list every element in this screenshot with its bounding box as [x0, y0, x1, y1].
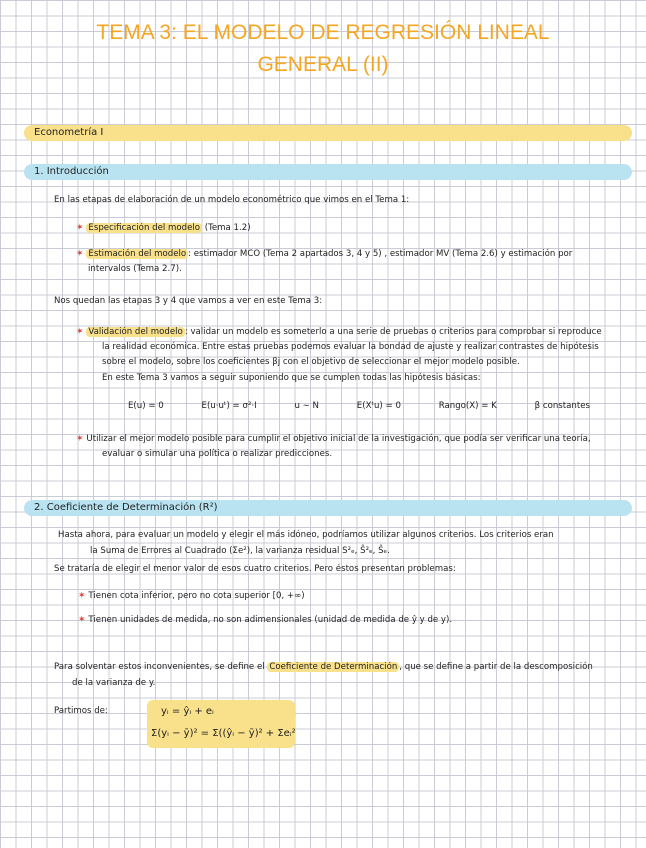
- item-especificacion-ref: (Tema 1.2): [204, 223, 251, 233]
- section2-heading: 2. Coeficiente de Determinación (R²): [34, 502, 218, 513]
- item-validacion: [76, 326, 602, 339]
- page-title-line2: GENERAL (II): [257, 53, 389, 76]
- star-bullet-icon: ✶: [78, 591, 89, 601]
- equation-box: [147, 700, 295, 748]
- equation-2: Σ(yᵢ − ȳ)² = Σ((ŷᵢ − ȳ)² + Σeᵢ²: [151, 728, 296, 739]
- star-bullet-icon: ✶: [76, 223, 87, 233]
- problem-2: [78, 614, 452, 627]
- course-name: Econometría I: [34, 127, 104, 138]
- item-validacion-line2: la realidad económica. Entre estas pruebas podemos evaluar la bondad de ajuste y realizar contrastes de hipótesis: [102, 342, 599, 352]
- item-especificacion-label: Especificación del modelo: [88, 223, 200, 233]
- p3-text-b: , que se define a partir de la descomposición: [399, 662, 593, 672]
- equation-1: yᵢ = ŷᵢ + eᵢ: [161, 706, 214, 717]
- course-band: [24, 125, 632, 141]
- hypothesis: E(Xᵗu) = 0: [356, 401, 401, 411]
- section2-p1-line1: Hasta ahora, para evaluar un modelo y elegir el más idóneo, podríamos utilizar algunos criterios. Los criterios eran: [58, 530, 554, 540]
- hypotheses-row: [128, 400, 590, 413]
- item-validacion-text: : validar un modelo es someterlo a una serie de pruebas o criterios para comprobar si reproduce: [184, 327, 602, 337]
- problem-2-text: Tienen unidades de medida, no son adimensionales (unidad de medida de ŷ y de y).: [88, 615, 453, 625]
- star-bullet-icon: ✶: [76, 249, 87, 259]
- hypothesis: Rango(X) = K: [438, 401, 497, 411]
- problem-1: [78, 590, 305, 603]
- section2-p3-line1: [54, 661, 593, 674]
- item-validacion-line4: En este Tema 3 vamos a seguir suponiendo que se cumplen todas las hipótesis básicas:: [102, 373, 481, 383]
- item-utilizar: [76, 433, 591, 446]
- star-bullet-icon: ✶: [76, 327, 87, 337]
- item-validacion-line3: sobre el modelo, sobre los coeficientes βj con el objetivo de seleccionar el mejor modelo posible.: [102, 357, 520, 367]
- section2-p2: Se trataría de elegir el menor valor de esos cuatro criterios. Pero éstos presentan problemas:: [54, 564, 456, 574]
- section2-band: [24, 500, 632, 516]
- item-estimacion-text: : estimador MCO (Tema 2 apartados 3, 4 y 5) , estimador MV (Tema 2.6) y estimación por: [188, 249, 573, 259]
- section1-intro: En las etapas de elaboración de un modelo econométrico que vimos en el Tema 1:: [54, 195, 410, 205]
- hypothesis: u ∼ N: [294, 401, 319, 411]
- item-utilizar-line2: evaluar o simular una política o realizar predicciones.: [102, 449, 333, 459]
- item-estimacion: [76, 248, 572, 261]
- section2-p1-line2: la Suma de Errores al Cuadrado (Σe²), la varianza residual S²ₑ, Ŝ²ₑ, Ŝₑ.: [90, 546, 390, 556]
- item-estimacion-line2: intervalos (Tema 2.7).: [88, 264, 182, 274]
- item-estimacion-label: Estimación del modelo: [88, 249, 187, 259]
- section1-remaining: Nos quedan las etapas 3 y 4 que vamos a ver en este Tema 3:: [54, 296, 323, 306]
- item-especificacion: [76, 222, 251, 235]
- star-bullet-icon: ✶: [76, 434, 87, 444]
- problem-1-text: Tienen cota inferior, pero no cota superior [0, +∞): [88, 591, 305, 601]
- p3-text-a: Para solventar estos inconvenientes, se define el: [54, 662, 265, 672]
- section1-heading: 1. Introducción: [34, 166, 109, 177]
- item-utilizar-text: Utilizar el mejor modelo posible para cumplir el objetivo inicial de la investigación, que podía ser verificar una teoría,: [86, 434, 591, 444]
- star-bullet-icon: ✶: [78, 615, 89, 625]
- page-title-line1: TEMA 3: EL MODELO DE REGRESIÓN LINEAL: [96, 21, 550, 44]
- item-validacion-label: Validación del modelo: [88, 327, 183, 337]
- section1-band: [24, 164, 632, 180]
- coef-determinacion-highlight: Coeficiente de Determinación: [269, 662, 398, 672]
- hypothesis: E(u) = 0: [128, 401, 164, 411]
- hypothesis: E(u·uᵗ) = σ²·I: [201, 401, 257, 411]
- hypothesis: β constantes: [534, 401, 590, 411]
- partimos-label: Partimos de:: [54, 706, 108, 716]
- section2-p3-line2: de la varianza de y.: [72, 678, 156, 688]
